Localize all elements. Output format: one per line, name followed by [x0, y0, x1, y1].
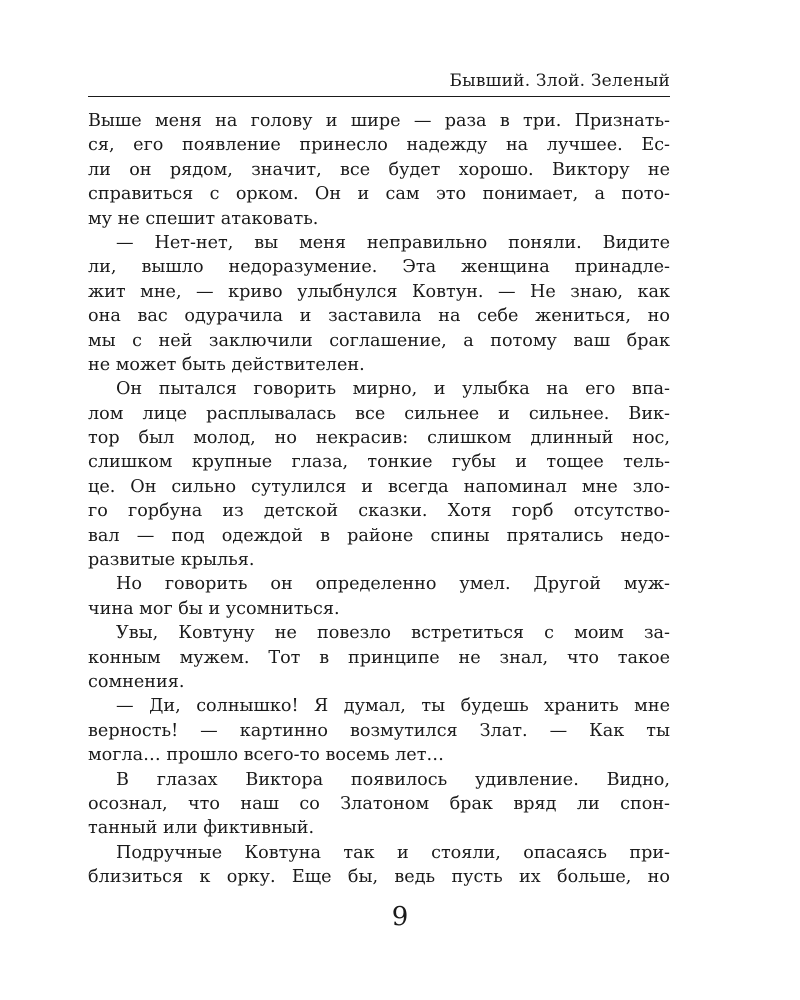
text-line: ся, его появление принесло надежду на лучшее. Ес- [88, 135, 670, 156]
text-line: це. Он сильно сутулился и всегда напоминал мне зло- [88, 476, 670, 497]
paragraph [88, 231, 670, 377]
text-line: Он пытался говорить мирно, и улыбка на его впа- [116, 379, 670, 400]
text-line: слишком крупные глаза, тонкие губы и тощее тель- [88, 452, 670, 473]
paragraph [88, 621, 670, 694]
text-line: Выше меня на голову и шире — раза в три. Признать- [88, 111, 670, 131]
text-line: му не спешит атаковать. [88, 208, 319, 229]
text-line: не может быть действителен. [88, 354, 365, 375]
page-number: 9 [391, 902, 409, 932]
text-line: близиться к орку. Еще бы, ведь пусть их больше, но [88, 867, 670, 888]
paragraph [88, 377, 670, 572]
paragraph [88, 109, 670, 231]
text-line: конным мужем. Тот в принципе не знал, что такое [88, 647, 670, 668]
text-line: ли, вышло недоразумение. Эта женщина принадле- [88, 257, 670, 278]
text-line: Увы, Ковтуну не повезло встретиться с моим за- [116, 623, 670, 644]
paragraph [88, 572, 670, 621]
paragraph [88, 694, 670, 767]
text-line: ли он рядом, значит, все будет хорошо. Виктору не [88, 159, 670, 180]
text-line: В глазах Виктора появилось удивление. Видно, [116, 769, 670, 790]
text-line: чина мог бы и усомниться. [88, 598, 340, 619]
text-line: вал — под одеждой в районе спины прятались недо- [88, 525, 670, 546]
text-line: жит мне, — криво улыбнулся Ковтун. — Не знаю, как [88, 281, 670, 302]
text-line: — Нет-нет, вы меня неправильно поняли. Видите [116, 232, 670, 253]
text-line: осознал, что наш со Златоном брак вряд ли спон- [88, 793, 670, 814]
running-head: Бывший. Злой. Зеленый [88, 70, 670, 97]
text-line: танный или фиктивный. [88, 818, 315, 839]
text-line: лом лице расплывалась все сильнее и сильнее. Вик- [88, 403, 670, 424]
paragraph [88, 768, 670, 841]
body-text [88, 109, 670, 890]
text-line: тор был молод, но некрасив: слишком длинный нос, [88, 428, 670, 449]
text-line: го горбуна из детской сказки. Хотя горб отсутство- [88, 501, 670, 522]
text-line: верность! — картинно возмутился Злат. — Как ты [88, 720, 670, 741]
text-line: Подручные Ковтуна так и стояли, опасаясь при- [116, 842, 670, 863]
text-line: развитые крылья. [88, 550, 255, 571]
text-line: Но говорить он определенно умел. Другой муж- [116, 574, 670, 595]
text-line: справиться с орком. Он и сам это понимает, а пото- [88, 184, 670, 205]
text-line: мы с ней заключили соглашение, а потому ваш брак [88, 330, 670, 351]
text-line: сомнения. [88, 671, 185, 692]
book-page [88, 70, 670, 890]
text-line: она вас одурачила и заставила на себе жениться, но [88, 306, 670, 327]
text-line: могла… прошло всего-то восемь лет… [88, 745, 445, 766]
text-line: — Ди, солнышко! Я думал, ты будешь хранить мне [116, 696, 670, 717]
paragraph [88, 841, 670, 890]
